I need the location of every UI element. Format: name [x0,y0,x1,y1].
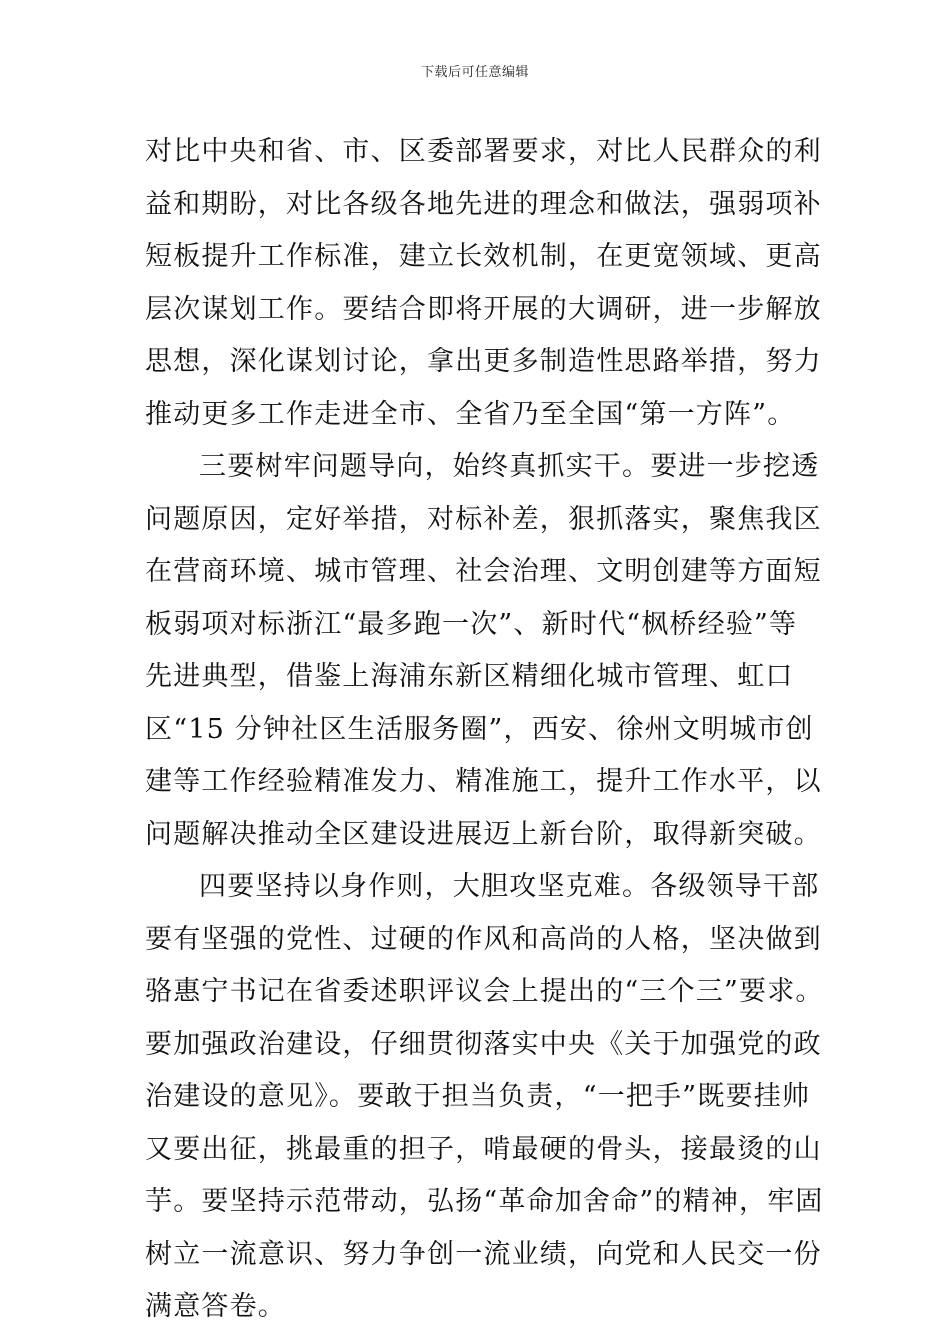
paragraph-continuation [145,126,825,441]
text-line: 征，挑最重的担子，啃最硬的骨头，接最烫的山芋。要坚 [145,1133,822,1217]
text-line: 区建设进展迈上新台阶，取得新突破。 [342,818,822,850]
text-line: 划工作。要结合即将开展的大调研，进一步解放思想，深 [145,293,822,377]
text-line: 有坚强的党性、过硬的作风和高尚的人格，坚决做到骆惠 [145,923,822,1007]
text-line: 强政治建设，仔细贯彻落实中央《关于加强党的政治建设 [145,1028,822,1112]
paragraph-problem-oriented [145,441,825,861]
text-line: 题原因，定好举措，对标补差，狠抓落实，聚焦我区在营 [145,503,822,587]
document-body [145,126,825,1334]
text-line: 三要树牢问题导向，始终真抓实干。要进一步挖透问 [145,451,820,535]
text-line: 四要坚持以身作则，大胆攻坚克难。各级领导干部要 [145,871,820,955]
text-line: 商环境、城市管理、社会治理、文明创建等方面短板弱项 [145,556,822,640]
text-line: 社区生活服务圈”，西安、徐州文明城市创建等工作经验 [145,713,814,797]
text-line: 持示范带动，弘扬“革命加舍命”的精神，牢固树立一流 [145,1186,824,1270]
page-header-note: 下载后可任意编辑 [420,65,529,80]
text-line: 化谋划讨论，拿出更多制造性思路举措，努力推动更多工 [145,346,822,430]
paragraph-lead-by-example [145,861,825,1334]
text-line: 作走进全市、全省乃至全国“第一方阵”。 [286,398,796,430]
text-line: 精准发力、精准施工，提升工作水平，以问题解决推动全 [145,766,822,850]
text-line: 对标浙江“最多跑一次”、新时代“枫桥经验”等先进典 [145,608,798,692]
text-line: 的意见》。要敢于担当负责，“一把手”既要挂帅又要出 [145,1081,811,1165]
text-line: 对比中央和省、市、区委部署要求，对比人民群众的利益 [145,136,822,220]
text-line: 和期盼，对比各级各地先进的理念和做法，强弱项补短板 [145,188,822,272]
text-line: 意识、努力争创一流业绩，向党和人民交一份满意答卷。 [145,1238,822,1322]
text-line: 提升工作标准，建立长效机制，在更宽领域、更高层次谋 [145,241,822,325]
text-line: 型，借鉴上海浦东新区精细化城市管理、虹口区“15 分钟 [145,661,794,745]
text-line: 宁书记在省委述职评议会上提出的“三个三”要求。要加 [145,976,824,1060]
